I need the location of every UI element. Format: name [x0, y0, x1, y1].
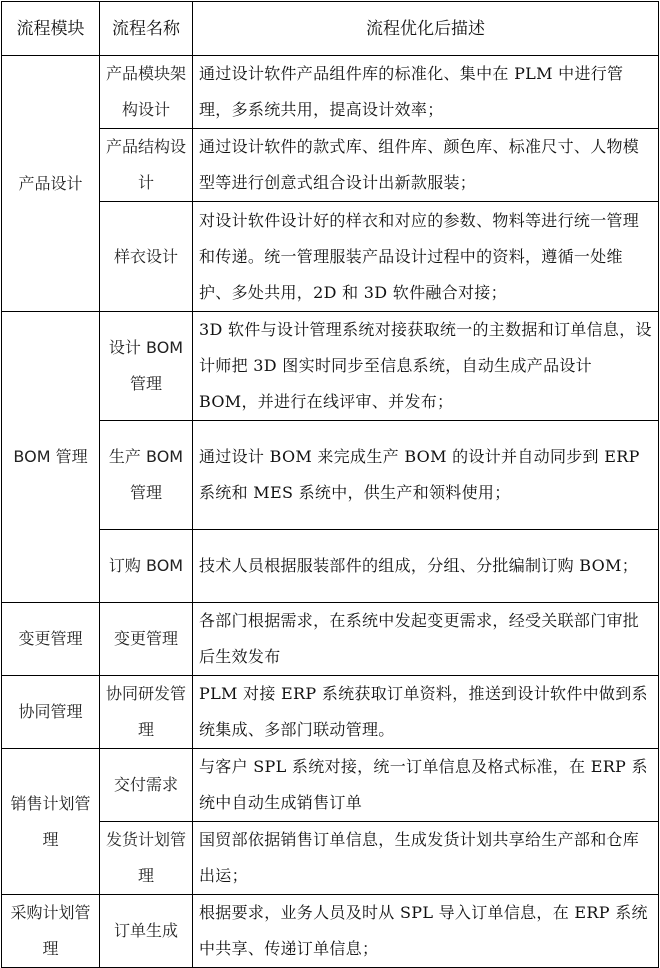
module-cell-product-design: 产品设计: [2, 56, 100, 312]
table-row: [2, 129, 659, 202]
process-name-cell: 发货计划管理: [100, 822, 193, 895]
header-row: [2, 2, 659, 56]
table-row: [2, 749, 659, 822]
process-name-cell: 订单生成: [100, 895, 193, 968]
description-cell: 技术人员根据服装部件的组成，分组、分批编制订购 BOM；: [193, 530, 659, 603]
description-cell: 通过设计软件产品组件库的标准化、集中在 PLM 中进行管理，多系统共用，提高设计效率；: [193, 56, 659, 129]
header-module: 流程模块: [2, 2, 100, 56]
description-cell: 通过设计 BOM 来完成生产 BOM 的设计并自动同步到 ERP 系统和 MES 系统中，供生产和领料使用；: [193, 421, 659, 530]
process-name-cell: 产品模块架构设计: [100, 56, 193, 129]
table-row: [2, 530, 659, 603]
table-row: [2, 56, 659, 129]
table-row: [2, 676, 659, 749]
description-cell: 国贸部依据销售订单信息，生成发货计划共享给生产部和仓库出运；: [193, 822, 659, 895]
process-name-cell: 样衣设计: [100, 202, 193, 312]
module-cell-bom-management: BOM 管理: [2, 312, 100, 603]
description-cell: 与客户 SPL 系统对接，统一订单信息及格式标准，在 ERP 系统中自动生成销售订单: [193, 749, 659, 822]
process-name-cell: 变更管理: [100, 603, 193, 676]
process-name-cell: 设计 BOM 管理: [100, 312, 193, 421]
table-row: [2, 822, 659, 895]
description-cell: 对设计软件设计好的样衣和对应的参数、物料等进行统一管理和传递。统一管理服装产品设计过程中的资料，遵循一处维护、多处共用，2D 和 3D 软件融合对接；: [193, 202, 659, 312]
process-name-cell: 生产 BOM 管理: [100, 421, 193, 530]
module-cell-collaboration-management: 协同管理: [2, 676, 100, 749]
description-cell: 各部门根据需求，在系统中发起变更需求，经受关联部门审批后生效发布: [193, 603, 659, 676]
process-name-cell: 交付需求: [100, 749, 193, 822]
module-cell-purchase-planning: 采购计划管理: [2, 895, 100, 968]
process-optimization-table: [1, 1, 659, 968]
table-row: [2, 603, 659, 676]
header-description: 流程优化后描述: [193, 2, 659, 56]
table-row: [2, 421, 659, 530]
description-cell: 3D 软件与设计管理系统对接获取统一的主数据和订单信息，设计师把 3D 图实时同步至信息系统，自动生成产品设计 BOM，并进行在线评审、并发布；: [193, 312, 659, 421]
description-cell: PLM 对接 ERP 系统获取订单资料，推送到设计软件中做到系统集成、多部门联动管理。: [193, 676, 659, 749]
process-name-cell: 协同研发管理: [100, 676, 193, 749]
process-name-cell: 订购 BOM: [100, 530, 193, 603]
table-row: [2, 895, 659, 968]
description-cell: 根据要求，业务人员及时从 SPL 导入订单信息，在 ERP 系统中共享、传递订单信息；: [193, 895, 659, 968]
header-name: 流程名称: [100, 2, 193, 56]
table-row: [2, 202, 659, 312]
description-cell: 通过设计软件的款式库、组件库、颜色库、标准尺寸、人物模型等进行创意式组合设计出新款服装；: [193, 129, 659, 202]
module-cell-change-management: 变更管理: [2, 603, 100, 676]
process-name-cell: 产品结构设计: [100, 129, 193, 202]
module-cell-sales-planning: 销售计划管理: [2, 749, 100, 895]
table-row: [2, 312, 659, 421]
